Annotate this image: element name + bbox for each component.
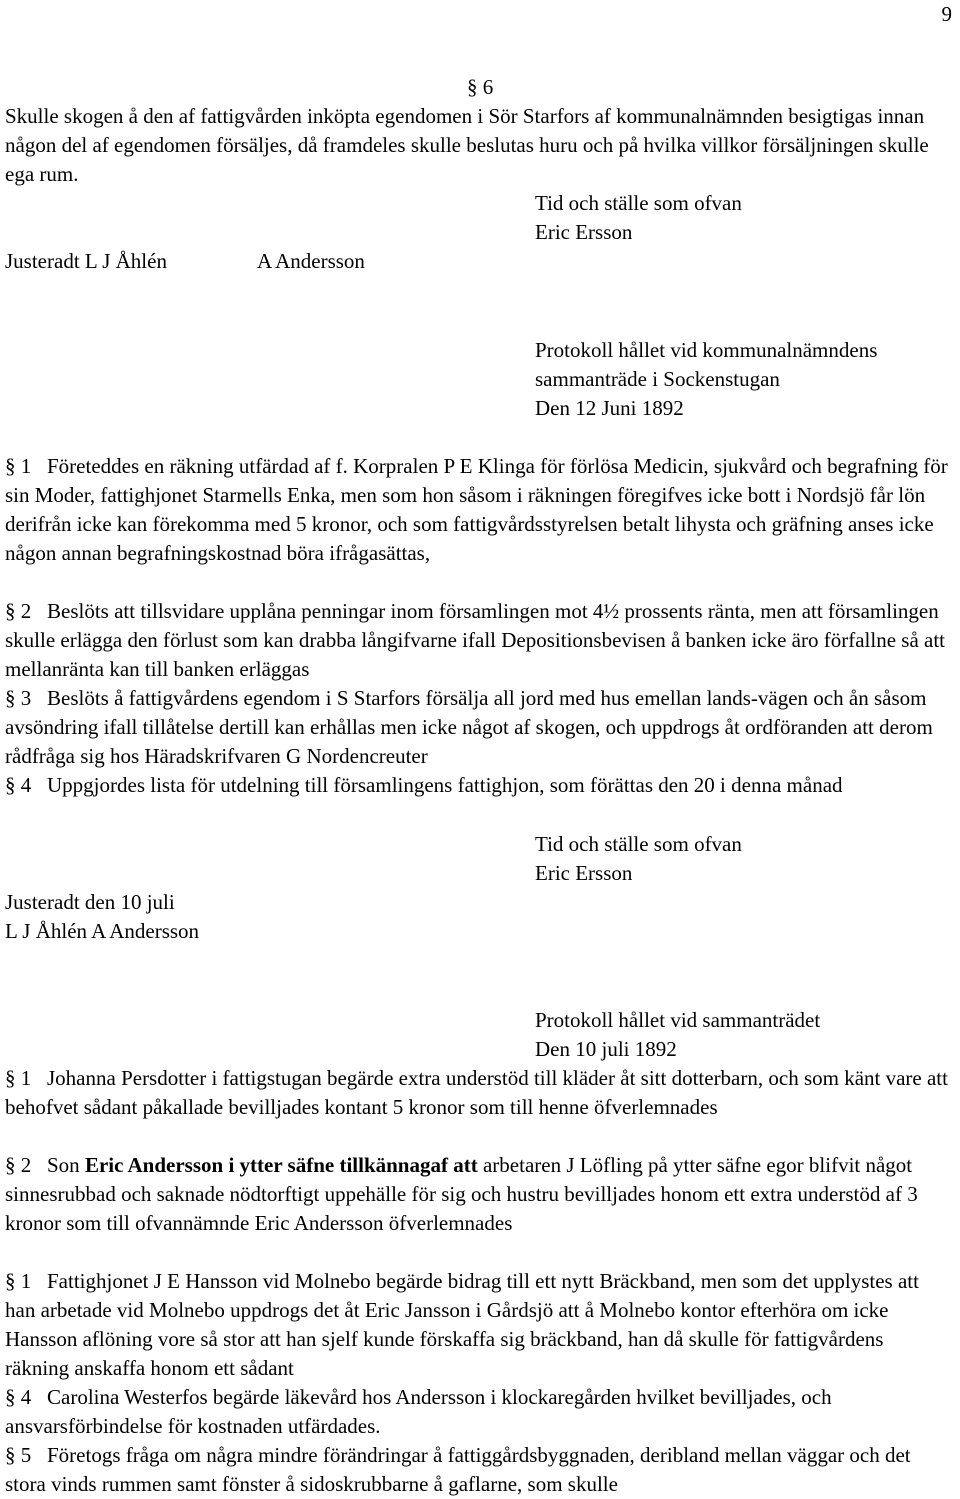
item-text-bold: Eric Andersson i ytter säfne tillkännagaf att xyxy=(84,1153,478,1177)
item-text: Beslöts å fattigvårdens egendom i S Starfors försälja all jord med hus emellan lands-vägen och ån såsom avsöndring ifall tillåtelse dertill kan erhållas men icke något af skogen, och uppdrogs åt ordföranden att derom rådfråga sig hos Häradskrifvaren G Nordencreuter xyxy=(5,686,933,768)
page-number: 9 xyxy=(941,2,952,26)
minute-item xyxy=(5,452,950,568)
item-marker: § 2 xyxy=(5,1153,32,1177)
meeting-heading: sammanträde i Sockenstugan xyxy=(535,367,780,391)
item-marker: § 1 xyxy=(5,1269,32,1293)
minute-item xyxy=(5,1441,950,1499)
item-marker: § 1 xyxy=(5,1066,32,1090)
item-text: Företogs fråga om några mindre förändringar å fattiggårdsbyggnaden, deribland mellan väggar och det stora vinds rummen samt fönster å sidoskrubbarne å gaflarne, som skulle xyxy=(5,1443,911,1496)
minute-item xyxy=(5,1267,950,1383)
item-marker: § 5 xyxy=(5,1443,32,1467)
minute-item xyxy=(5,1064,950,1122)
item-marker: § 2 xyxy=(5,599,32,623)
minute-item xyxy=(5,597,950,684)
signature: Eric Ersson xyxy=(535,220,633,244)
item-text: Företeddes en räkning utfärdad af f. Korpralen P E Klinga för förlösa Medicin, sjukvård och begrafning för sin Moder, fattighjonet Starmells Enka, men som hon såsom i räkningen föregifves icke bott i Nordsjö får lön derifrån icke kan förekomma med 5 kronor, och som fattigvårdsstyrelsen betalt lihysta och gräfning anses icke någon annan begrafningskostnad böra ifrågasättas, xyxy=(5,454,948,565)
meeting-heading: Protokoll hållet vid sammanträdet xyxy=(535,1008,821,1032)
item-marker: § 1 xyxy=(5,454,32,478)
place-time: Tid och ställe som ofvan xyxy=(535,191,742,215)
item-text: Johanna Persdotter i fattigstugan begärde extra understöd till kläder åt sitt dotterbarn, och som känt vare att behofvet sådant påkallade bevilljades kontant 5 kronor som till henne öfverlemnades xyxy=(5,1066,948,1119)
item-text: arbetaren J Löfling på ytter säfne egor blifvit något sinnesrubbad och saknade nödtorftigt uppehälle för sig och hustru bevilljades honom ett extra understöd af 3 kronor som till ofvannämnde Eric Andersson öfverlemnades xyxy=(5,1153,918,1235)
minute-item xyxy=(5,1151,950,1238)
item-marker: § 4 xyxy=(5,1385,32,1409)
section-text: Skulle skogen å den af fattigvården inköpta egendomen i Sör Starfors af kommunalnämnden besigtigas innan någon del af egendomen försäljes, då framdeles skulle beslutas huru och på hvilka villkor försäljningen skulle ega rum. xyxy=(5,104,929,186)
minute-item xyxy=(5,1383,950,1441)
justerat-names: L J Åhlén A Andersson xyxy=(5,919,200,943)
section-marker: § 6 xyxy=(467,75,494,99)
item-marker: § 4 xyxy=(5,773,32,797)
item-text: Beslöts att tillsvidare upplåna penningar inom församlingen mot 4½ prossents ränta, men att församlingen skulle erlägga den förlust som kan drabba långifvarne ifall Depositionsbevisen å banken icke äro förfallne så att mellanränta kan till banken erläggas xyxy=(5,599,946,681)
justerat-name: A Andersson xyxy=(257,249,365,273)
justerat: Justeradt L J Åhlén xyxy=(5,249,167,273)
item-text: Uppgjordes lista för utdelning till församlingens fattighjon, som förättas den 20 i denna månad xyxy=(47,773,843,797)
item-text-pre: Son xyxy=(47,1153,80,1177)
meeting-date: Den 12 Juni 1892 xyxy=(535,396,684,420)
meeting-date: Den 10 juli 1892 xyxy=(535,1037,677,1061)
minute-item xyxy=(5,771,950,800)
item-marker: § 3 xyxy=(5,686,32,710)
item-text: Carolina Westerfos begärde läkevård hos Andersson i klockaregården hvilket bevilljades, och ansvarsförbindelse för kostnaden utfärdades. xyxy=(5,1385,832,1438)
meeting-heading: Protokoll hållet vid kommunalnämndens xyxy=(535,338,878,362)
item-text: Fattighjonet J E Hansson vid Molnebo begärde bidrag till ett nytt Bräckband, men som det upplystes att han arbetade vid Molnebo uppdrogs det åt Eric Jansson i Gårdsjö att å Molnebo kontor efterhöra om icke Hansson aflöning vore så stor att han sjelf kunde förskaffa sig bräckband, han då skulle för fattigvårdens räkning anskaffa honom ett sådant xyxy=(5,1269,919,1380)
minute-item xyxy=(5,684,950,771)
signature: Eric Ersson xyxy=(535,861,633,885)
justerat: Justeradt den 10 juli xyxy=(5,890,175,914)
place-time: Tid och ställe som ofvan xyxy=(535,832,742,856)
